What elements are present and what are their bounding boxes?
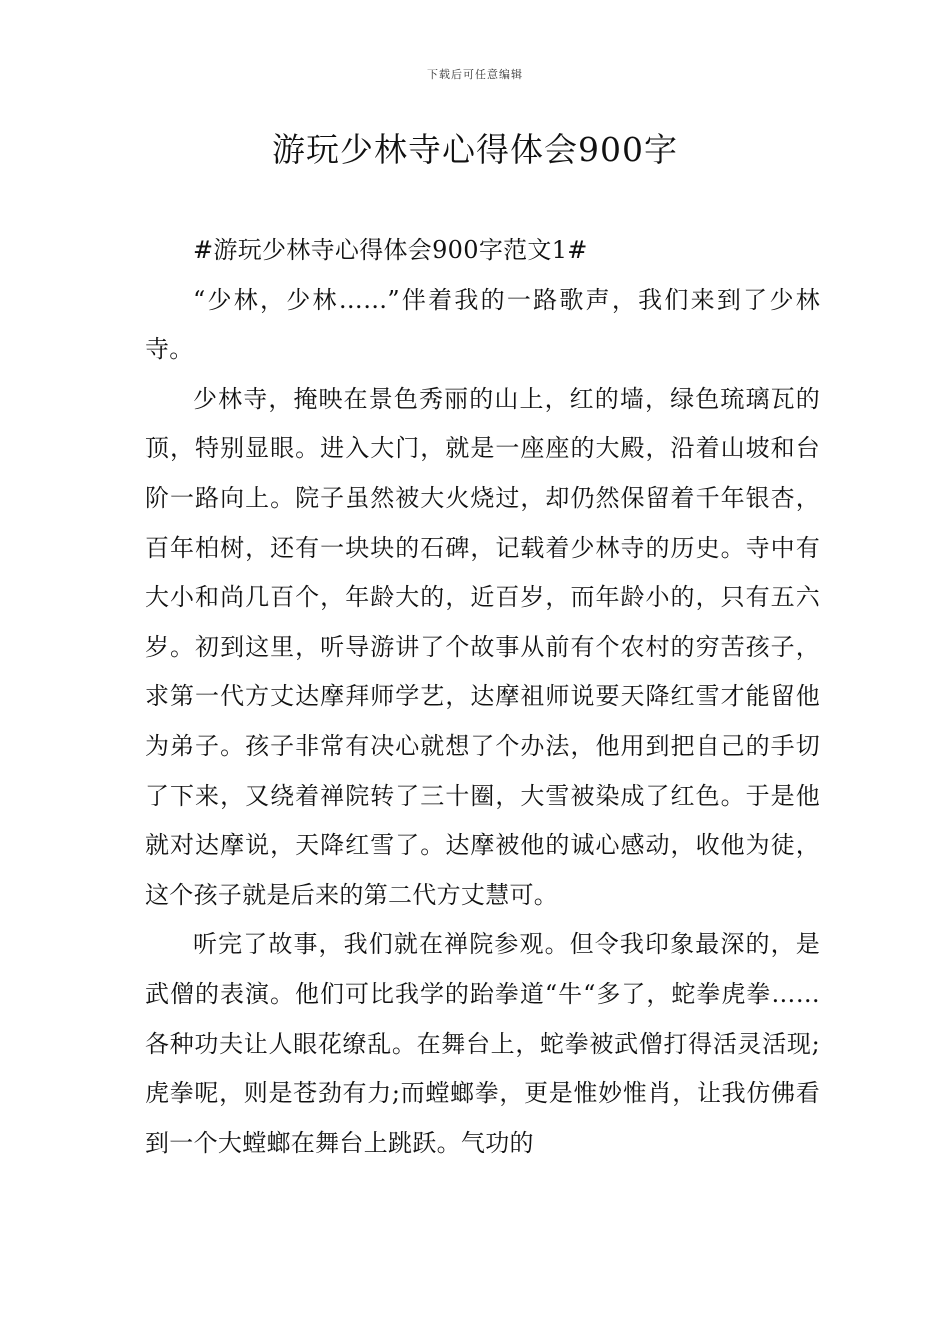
paragraph: 听完了故事，我们就在禅院参观。但令我印象最深的，是武僧的表演。他们可比我学的跆拳道“牛“多了，蛇拳虎拳……各种功夫让人眼花缭乱。在舞台上，蛇拳被武僧打得活灵活现;虎拳呢，则是苍劲有力;而螳螂拳，更是惟妙惟肖，让我仿佛看到一个大螳螂在舞台上跳跃。气功的 [145, 930, 820, 1157]
header-note: 下载后可任意编辑 [427, 68, 523, 81]
paragraph: 少林寺，掩映在景色秀丽的山上，红的墙，绿色琉璃瓦的顶，特别显眼。进入大门，就是一座座的大殿，沿着山坡和台阶一路向上。院子虽然被大火烧过，却仍然保留着千年银杏，百年柏树，还有一块块的石碑，记载着少林寺的历史。寺中有大小和尚几百个，年龄大的，近百岁，而年龄小的，只有五六岁。初到这里，听导游讲了个故事从前有个农村的穷苦孩子，求第一代方丈达摩拜师学艺，达摩祖师说要天降红雪才能留他为弟子。孩子非常有决心就想了个办法，他用到把自己的手切了下来，又绕着禅院转了三十圈，大雪被染成了红色。于是他就对达摩说，天降红雪了。达摩被他的诚心感动，收他为徒，这个孩子就是后来的第二代方丈慧可。 [145, 384, 820, 909]
paragraph: “少林，少林……”伴着我的一路歌声，我们来到了少林寺。 [145, 285, 820, 364]
page-title: 游玩少林寺心得体会900字 [272, 130, 678, 169]
document-body [145, 226, 820, 1168]
paragraph-subheading: #游玩少林寺心得体会900字范文1# [193, 236, 588, 264]
